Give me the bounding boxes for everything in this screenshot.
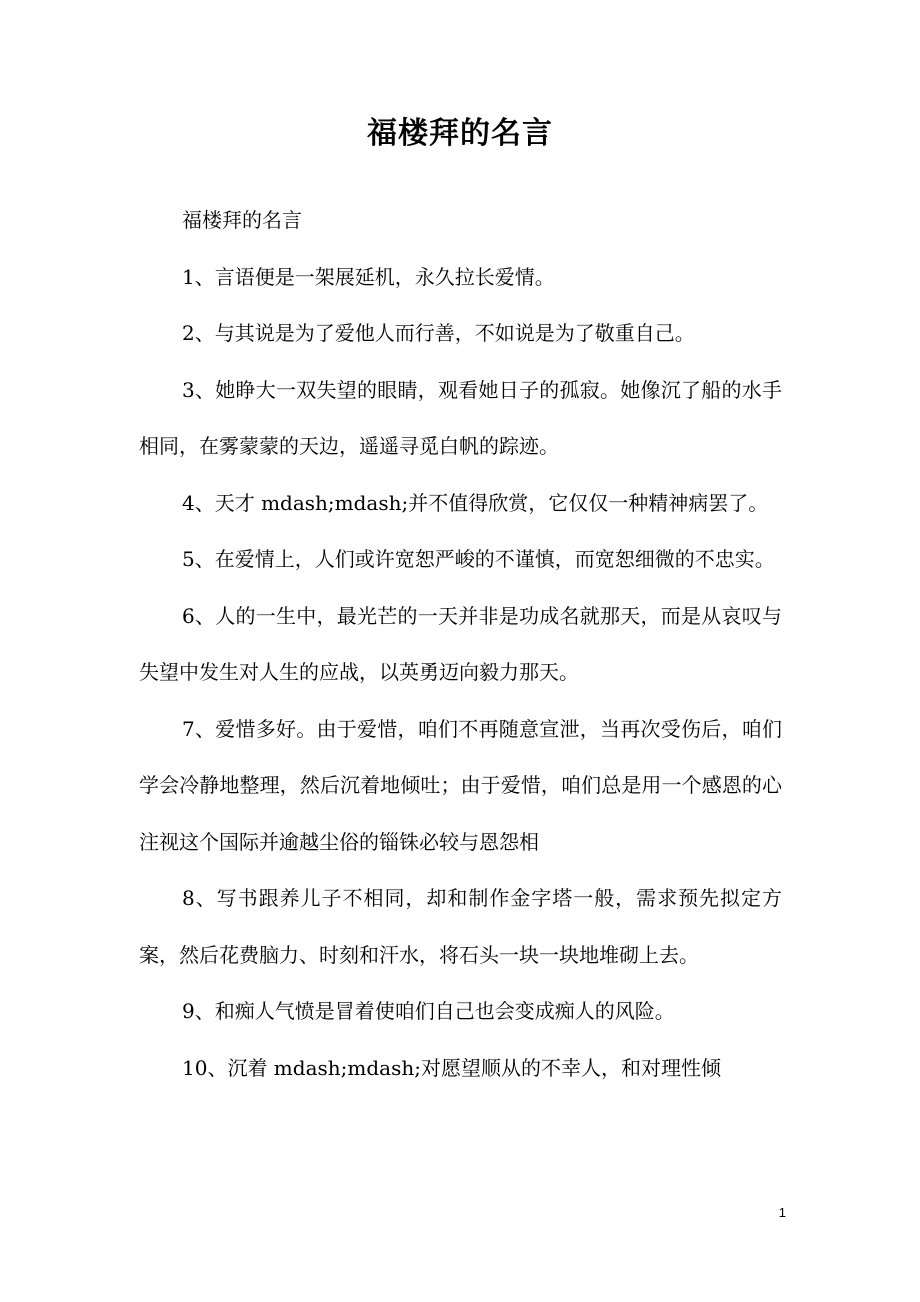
quote-paragraph-6: 6、人的一生中，最光芒的一天并非是功成名就那天，而是从哀叹与失望中发生对人生的应战，以英勇迈向毅力那天。 bbox=[139, 603, 782, 684]
quote-paragraph-1: 1、言语便是一架展延机，永久拉长爱情。 bbox=[182, 264, 555, 289]
quote-paragraph-2: 2、与其说是为了爱他人而行善，不如说是为了敬重自己。 bbox=[182, 321, 695, 345]
document-title: 福楼拜的名言 bbox=[367, 116, 553, 151]
quote-paragraph-5: 5、在爱情上，人们或许宽恕严峻的不谨慎，而宽恕细微的不忠实。 bbox=[182, 547, 775, 571]
quote-paragraph-7: 7、爱惜多好。由于爱惜，咱们不再随意宣泄，当再次受伤后，咱们学会冷静地整理，然后沉着地倾吐；由于爱惜，咱们总是用一个感恩的心注视这个国际并逾越尘俗的锱铢必较与恩怨相 bbox=[139, 716, 782, 854]
quote-paragraph-4: 4、天才 mdash;mdash;并不值得欣赏，它仅仅一种精神病罢了。 bbox=[182, 490, 769, 515]
document-body bbox=[139, 192, 782, 1096]
subtitle-paragraph: 福楼拜的名言 bbox=[182, 208, 302, 232]
page-number: 1 bbox=[778, 1205, 786, 1220]
quote-paragraph-9: 9、和痴人气愤是冒着使咱们自己也会变成痴人的风险。 bbox=[182, 999, 675, 1023]
quote-paragraph-3: 3、她睁大一双失望的眼睛，观看她日子的孤寂。她像沉了船的水手相同，在雾蒙蒙的天边，遥遥寻觅白帆的踪迹。 bbox=[139, 377, 782, 458]
quote-paragraph-10: 10、沉着 mdash;mdash;对愿望顺从的不幸人，和对理性倾 bbox=[182, 1055, 721, 1080]
quote-paragraph-8: 8、写书跟养儿子不相同，却和制作金字塔一般，需求预先拟定方案，然后花费脑力、时刻和汗水，将石头一块一块地堆砌上去。 bbox=[139, 886, 782, 967]
